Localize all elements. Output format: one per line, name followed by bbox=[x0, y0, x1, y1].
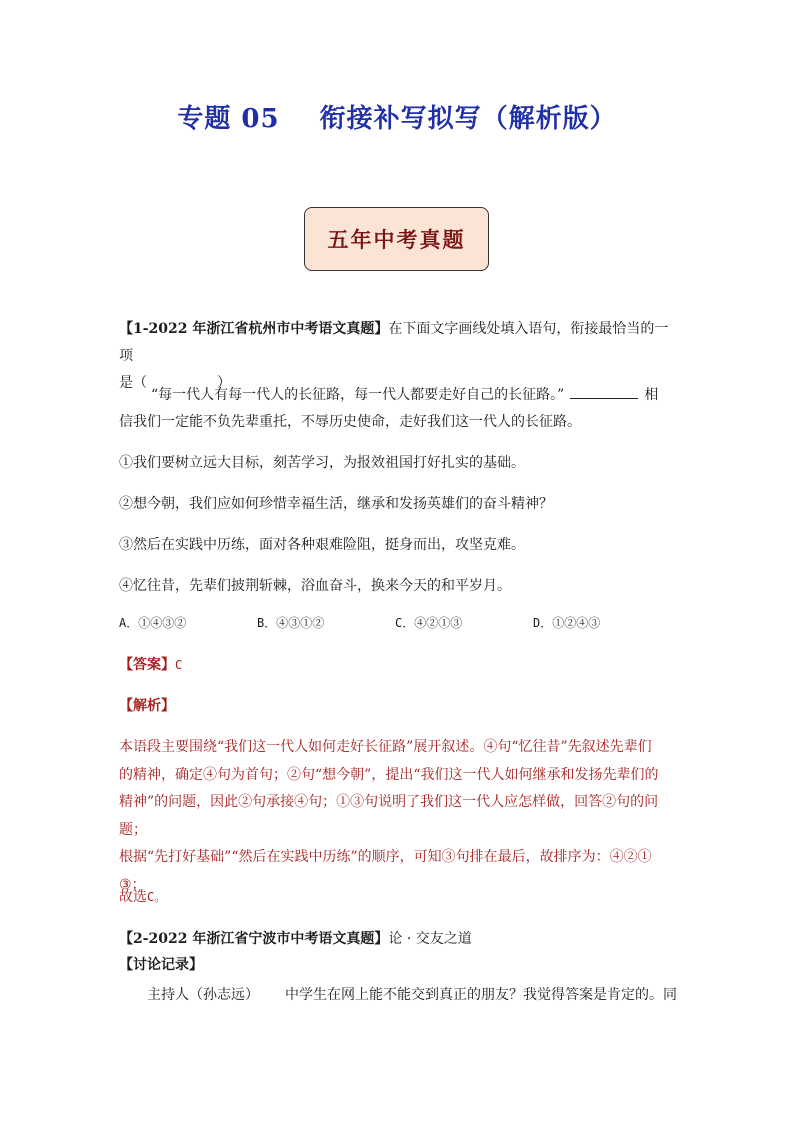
title-prefix: 专题 05 bbox=[177, 104, 280, 134]
question-2-heading bbox=[119, 926, 675, 953]
sentence-4: ④忆往昔，先辈们披荆斩棘，浴血奋斗，换来今天的和平岁月。 bbox=[119, 578, 511, 594]
conclusion bbox=[119, 884, 675, 911]
answer-row bbox=[119, 652, 675, 679]
analysis-line-5: ③； bbox=[119, 876, 146, 893]
option-a: A．①④③② bbox=[119, 616, 187, 630]
analysis-line-4: 根据“先打好基础”“然后在实践中历练”的顺序，可知③句排在最后，故排序为：④②① bbox=[119, 849, 652, 865]
conclusion-text: 故选 bbox=[119, 889, 147, 905]
passage-continue: 相 bbox=[644, 387, 659, 403]
page-title bbox=[0, 98, 794, 135]
passage-quote: “每一代人有每一代人的长征路，每一代人都要走好自己的长征路。” bbox=[151, 387, 565, 403]
answer-label: 【答案】 bbox=[119, 657, 175, 673]
sentence-1: ①我们要树立远大目标，刻苦学习，为报效祖国打好扎实的基础。 bbox=[119, 455, 525, 471]
answer-value: C bbox=[175, 658, 183, 672]
title-main: 衔接补写拟写（解析版） bbox=[319, 104, 617, 134]
question-2-tag: 【2-2022 年浙江省宁波市中考语文真题】 bbox=[119, 931, 389, 947]
passage-line2: 信我们一定能不负先辈重托，不辱历史使命，走好我们这一代人的长征路。 bbox=[119, 414, 581, 430]
sentence-2: ②想今朝，我们应如何珍惜幸福生活，继承和发扬英雄们的奋斗精神？ bbox=[119, 496, 553, 512]
question-1-stem-text: 在下面文字画线处填入语句，衔接最恰当的一项 bbox=[119, 321, 669, 364]
question-1-passage bbox=[119, 382, 675, 436]
analysis-line-3: 精神”的问题，因此②句承接④句；①③句说明了我们这一代人应怎样做，回答②句的问题； bbox=[119, 794, 659, 838]
discussion-record-label: 【讨论记录】 bbox=[119, 957, 203, 973]
conclusion-answer: C。 bbox=[147, 890, 167, 904]
sentence-3: ③然后在实践中历练，面对各种艰难险阻，挺身而出，攻坚克难。 bbox=[119, 537, 525, 553]
discussion-line bbox=[119, 982, 679, 1009]
question-1-stem-line2: 是（ ） bbox=[119, 375, 231, 391]
host-speech: 中学生在网上能不能交到真正的朋友？我觉得答案是肯定的。同 bbox=[285, 987, 677, 1003]
option-b: B．④③①② bbox=[257, 616, 325, 630]
fill-blank-line bbox=[570, 384, 638, 399]
analysis-text bbox=[119, 734, 679, 899]
section-heading-box: 五年中考真题 bbox=[304, 207, 489, 271]
host-name: 主持人（孙志远） bbox=[147, 987, 259, 1003]
analysis-line-2: 的精神，确定④句为首句；②句“想今朝”，提出“我们这一代人如何继承和发扬先辈们的 bbox=[119, 766, 659, 783]
question-2-topic: 论 · 交友之道 bbox=[388, 931, 472, 947]
analysis-label: 【解析】 bbox=[119, 698, 175, 714]
analysis-line-1: 本语段主要围绕“我们这一代人如何走好长征路”展开叙述。④句“忆往昔”先叙述先辈们 bbox=[119, 739, 652, 755]
question-1-tag: 【1-2022 年浙江省杭州市中考语文真题】 bbox=[119, 321, 389, 337]
option-d: D．①②④③ bbox=[533, 616, 601, 630]
option-c: C．④②①③ bbox=[395, 616, 463, 630]
